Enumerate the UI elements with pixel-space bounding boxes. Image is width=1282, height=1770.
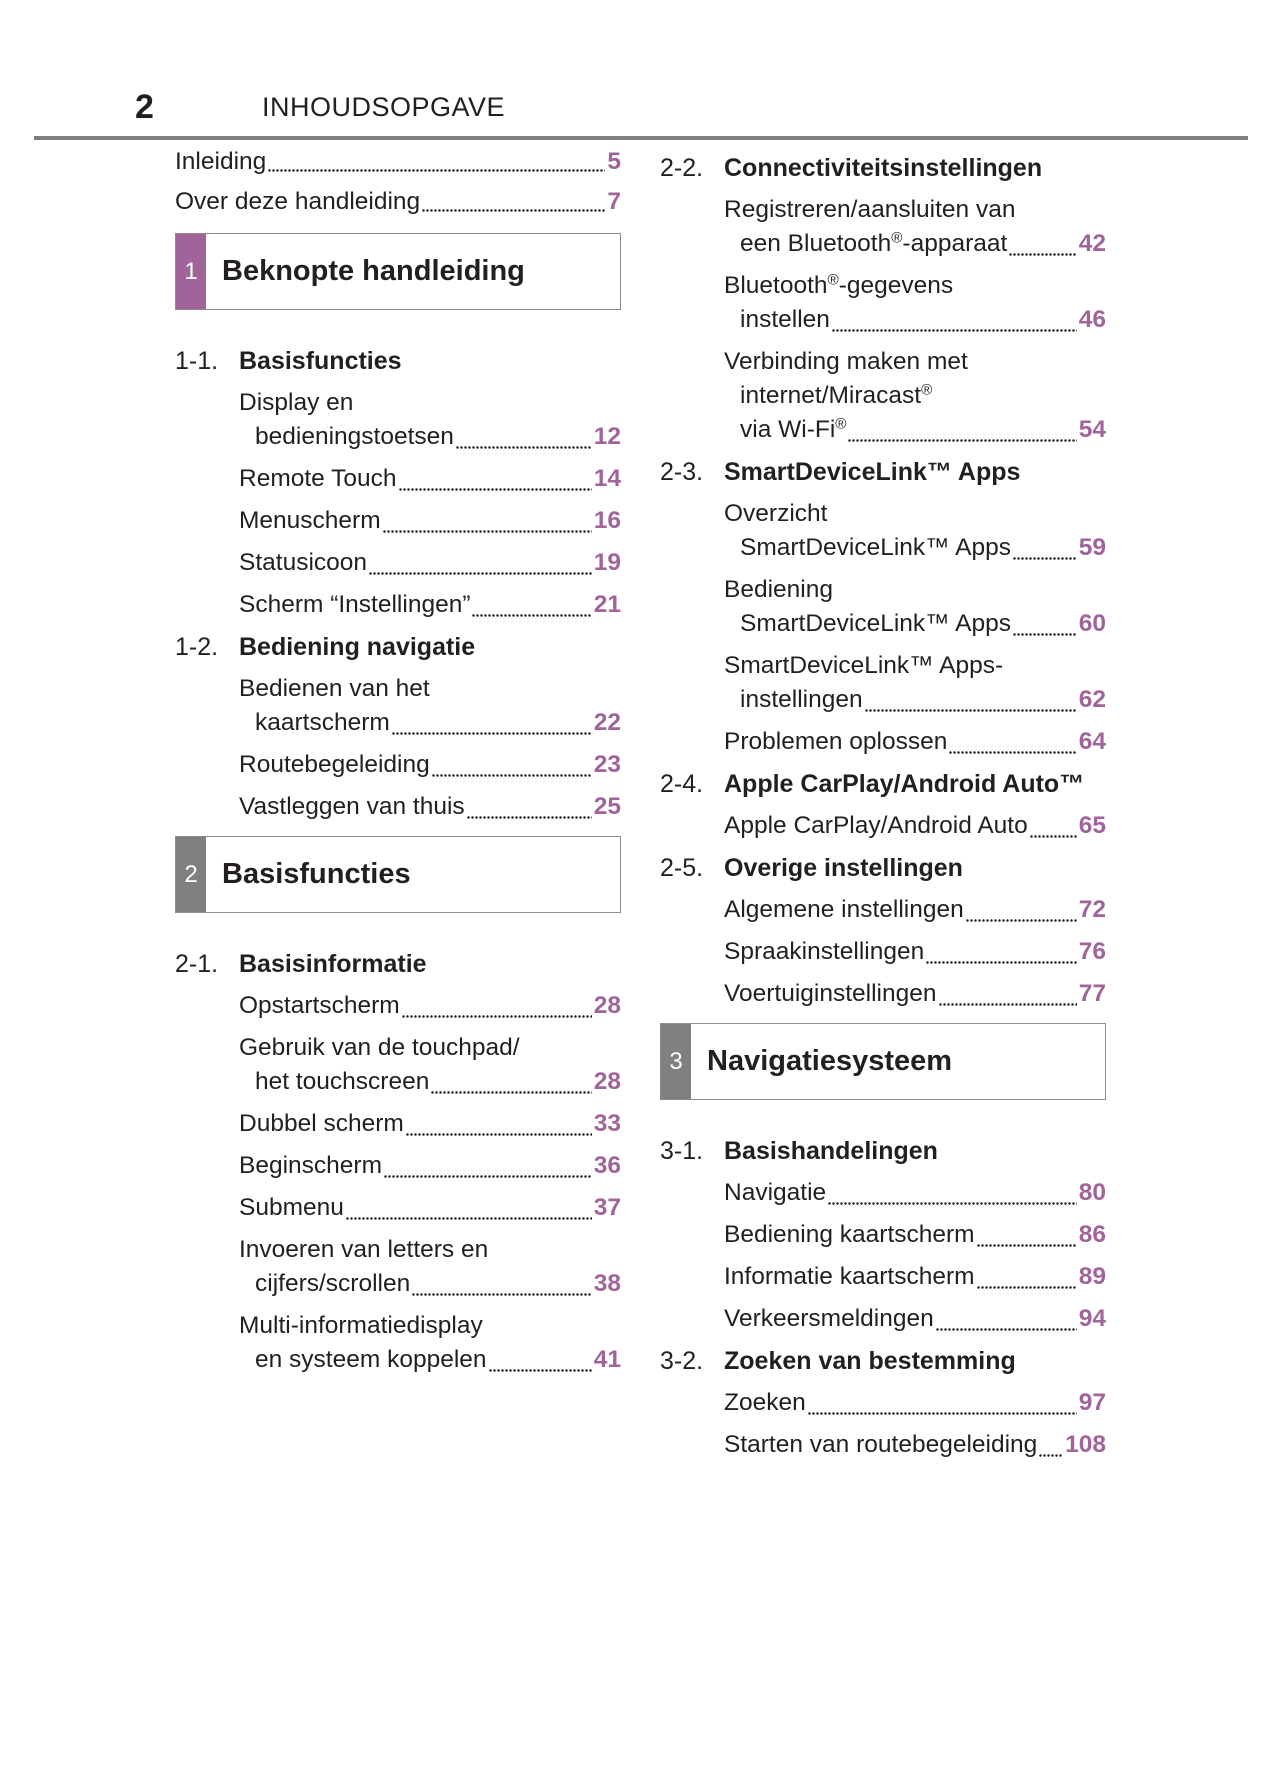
leader-dots	[828, 1176, 1077, 1210]
entry-label: Problemen oplossen	[724, 728, 948, 755]
leader-dots	[489, 1343, 592, 1377]
toc-entry[interactable]	[239, 1107, 621, 1141]
toc-entry[interactable]	[724, 893, 1106, 927]
leader-dots	[422, 185, 605, 219]
entry-label-line2: SmartDeviceLink™ Apps	[740, 534, 1011, 561]
toc-entry[interactable]	[239, 790, 621, 824]
page-ref: 46	[1078, 306, 1106, 333]
page-ref: 76	[1078, 938, 1106, 965]
leader-dots	[1013, 531, 1077, 565]
leader-dots	[848, 413, 1076, 447]
section-title: Basisinformatie	[239, 950, 427, 978]
entry-label: Over deze handleiding	[175, 188, 421, 215]
toc-entry[interactable]	[239, 672, 621, 740]
chapter-2-box[interactable]	[175, 836, 621, 913]
chapter-title: Navigatiesysteem	[707, 1045, 953, 1077]
entry-label: Navigatie	[724, 1179, 827, 1206]
toc-entry[interactable]	[724, 1428, 1106, 1462]
leader-dots	[432, 748, 592, 782]
page-ref: 89	[1078, 1263, 1106, 1290]
entry-label-line2: internet/Miracast	[740, 382, 922, 409]
leader-dots	[966, 893, 1077, 927]
entry-label-line1: Display en	[239, 389, 354, 416]
entry-label: Beginscherm	[239, 1152, 382, 1179]
leader-dots	[384, 1149, 592, 1183]
section-title: Zoeken van bestemming	[724, 1347, 1016, 1375]
leader-dots	[431, 1065, 591, 1099]
toc-entry[interactable]	[724, 725, 1106, 759]
leader-dots	[406, 1107, 592, 1141]
section-title: Basishandelingen	[724, 1137, 938, 1165]
section-heading	[660, 1344, 1106, 1378]
section-number: 3-2.	[660, 1347, 704, 1375]
section-heading	[660, 455, 1106, 489]
entry-label-line2: instellen	[740, 306, 830, 333]
leader-dots	[268, 145, 605, 179]
page-ref: 108	[1065, 1431, 1106, 1458]
leader-dots	[392, 706, 592, 740]
page-ref: 77	[1078, 980, 1106, 1007]
section-number: 3-1.	[660, 1137, 704, 1165]
page-ref: 64	[1078, 728, 1106, 755]
entry-label-line2: kaartscherm	[255, 709, 390, 736]
entry-label-line3: via Wi-Fi	[740, 416, 836, 443]
page-number: 2	[135, 88, 154, 126]
toc-entry[interactable]	[724, 1218, 1106, 1252]
page-ref: 38	[593, 1270, 621, 1297]
entry-label: Verkeersmeldingen	[724, 1305, 934, 1332]
leader-dots	[949, 725, 1076, 759]
page-ref: 41	[593, 1346, 621, 1373]
header-rule	[34, 136, 1248, 140]
section-heading	[660, 151, 1106, 185]
toc-entry[interactable]	[724, 649, 1106, 717]
leader-dots	[939, 977, 1077, 1011]
toc-entry[interactable]	[724, 1176, 1106, 1210]
toc-entry[interactable]	[724, 497, 1106, 565]
toc-right-column	[660, 145, 1106, 1470]
entry-label-line2: instellingen	[740, 686, 863, 713]
entry-label-line1: SmartDeviceLink™ Apps-	[724, 652, 1004, 679]
leader-dots	[472, 588, 591, 622]
toc-left-column	[175, 145, 621, 1385]
entry-label-line1: Bediening	[724, 576, 833, 603]
section-title: Overige instellingen	[724, 854, 963, 882]
chapter-number-tab: 2	[176, 837, 206, 912]
entry-label: Starten van routebegeleiding	[724, 1431, 1038, 1458]
entry-label: Algemene instellingen	[724, 896, 964, 923]
toc-entry[interactable]	[724, 193, 1106, 261]
page-ref: 72	[1078, 896, 1106, 923]
chapter-3-box[interactable]	[660, 1023, 1106, 1100]
page-ref: 16	[593, 507, 621, 534]
toc-entry[interactable]	[239, 386, 621, 454]
leader-dots	[936, 1302, 1077, 1336]
entry-label-line2: een Bluetooth	[740, 230, 892, 257]
section-heading	[175, 630, 621, 664]
toc-entry[interactable]	[239, 748, 621, 782]
toc-entry[interactable]	[239, 504, 621, 538]
page-ref: 23	[593, 751, 621, 778]
entry-label-line2: cijfers/scrollen	[255, 1270, 411, 1297]
page-ref: 62	[1078, 686, 1106, 713]
page-ref: 60	[1078, 610, 1106, 637]
section-number: 2-5.	[660, 854, 704, 882]
chapter-title: Beknopte handleiding	[222, 255, 525, 287]
section-title: Connectiviteitsinstellingen	[724, 154, 1043, 182]
entry-label: Zoeken	[724, 1389, 806, 1416]
leader-dots	[346, 1191, 592, 1225]
page-ref: 80	[1078, 1179, 1106, 1206]
toc-entry[interactable]	[239, 1149, 621, 1183]
entry-label-line2: het touchscreen	[255, 1068, 430, 1095]
entry-label-line2: en systeem koppelen	[255, 1346, 487, 1373]
toc-entry[interactable]	[724, 345, 1106, 447]
leader-dots	[1030, 809, 1077, 843]
leader-dots	[926, 935, 1077, 969]
toc-entry[interactable]	[239, 462, 621, 496]
entry-label: Spraakinstellingen	[724, 938, 925, 965]
page-ref: 97	[1078, 1389, 1106, 1416]
toc-entry[interactable]	[239, 1191, 621, 1225]
registered-mark: ®	[827, 271, 839, 289]
leader-dots	[456, 420, 592, 454]
leader-dots	[808, 1386, 1077, 1420]
section-number: 2-4.	[660, 770, 704, 798]
page-ref: 33	[593, 1110, 621, 1137]
page-ref: 42	[1078, 230, 1106, 257]
entry-label: Menuscherm	[239, 507, 381, 534]
toc-entry[interactable]	[724, 935, 1106, 969]
entry-label-line2: bedieningstoetsen	[255, 423, 454, 450]
registered-mark: ®	[921, 381, 933, 399]
page-ref: 21	[593, 591, 621, 618]
section-heading	[660, 1134, 1106, 1168]
entry-label: Informatie kaartscherm	[724, 1263, 975, 1290]
toc-entry[interactable]	[724, 1260, 1106, 1294]
page-ref: 19	[593, 549, 621, 576]
page-ref: 5	[607, 148, 621, 175]
page-title: INHOUDSOPGAVE	[262, 92, 506, 122]
leader-dots	[402, 989, 592, 1023]
toc-entry[interactable]	[239, 989, 621, 1023]
toc-entry[interactable]	[175, 145, 621, 179]
entry-label: Scherm “Instellingen”	[239, 591, 471, 618]
section-title: Apple CarPlay/Android Auto™	[724, 770, 1085, 798]
section-title: Basisfuncties	[239, 347, 402, 375]
section-number: 1-2.	[175, 633, 219, 661]
toc-entry[interactable]	[239, 546, 621, 580]
entry-label: Voertuiginstellingen	[724, 980, 937, 1007]
entry-label-line1: Bedienen van het	[239, 675, 430, 702]
page-ref: 59	[1078, 534, 1106, 561]
toc-entry[interactable]	[724, 809, 1106, 843]
section-number: 2-2.	[660, 154, 704, 182]
toc-entry[interactable]	[239, 1309, 621, 1377]
toc-entry[interactable]	[239, 588, 621, 622]
entry-label-line1: Bluetooth	[724, 272, 828, 299]
section-heading	[660, 851, 1106, 885]
toc-entry[interactable]	[239, 1233, 621, 1301]
leader-dots	[977, 1260, 1077, 1294]
page-ref: 25	[593, 793, 621, 820]
leader-dots	[1039, 1428, 1063, 1462]
chapter-number-tab: 1	[176, 234, 206, 309]
page-ref: 22	[593, 709, 621, 736]
entry-label-line1: Gebruik van de touchpad/	[239, 1034, 520, 1061]
leader-dots	[832, 303, 1077, 337]
entry-label: Submenu	[239, 1194, 344, 1221]
page-ref: 14	[593, 465, 621, 492]
entry-label-line1: Multi-informatiedisplay	[239, 1312, 483, 1339]
page-ref: 12	[593, 423, 621, 450]
entry-label: Vastleggen van thuis	[239, 793, 465, 820]
page-ref: 86	[1078, 1221, 1106, 1248]
entry-label: Remote Touch	[239, 465, 397, 492]
entry-label-line1: Registreren/aansluiten van	[724, 196, 1016, 223]
toc-entry[interactable]	[175, 185, 621, 219]
entry-label-line2-suffix: -apparaat	[902, 230, 1008, 257]
page-ref: 37	[593, 1194, 621, 1221]
entry-label-line1-suffix: -gegevens	[838, 272, 954, 299]
entry-label: Routebegeleiding	[239, 751, 430, 778]
section-heading	[660, 767, 1106, 801]
toc-entry[interactable]	[724, 1386, 1106, 1420]
entry-label: Apple CarPlay/Android Auto	[724, 812, 1028, 839]
entry-label-line1: Verbinding maken met	[724, 348, 968, 375]
entry-label: Opstartscherm	[239, 992, 400, 1019]
leader-dots	[1013, 607, 1077, 641]
section-title: Bediening navigatie	[239, 633, 476, 661]
chapter-number-tab: 3	[661, 1024, 691, 1099]
leader-dots	[399, 462, 592, 496]
leader-dots	[412, 1267, 592, 1301]
toc-entry[interactable]	[724, 1302, 1106, 1336]
page-ref: 28	[593, 992, 621, 1019]
page-ref: 36	[593, 1152, 621, 1179]
toc-entry[interactable]	[724, 977, 1106, 1011]
entry-label-line1: Invoeren van letters en	[239, 1236, 489, 1263]
leader-dots	[977, 1218, 1077, 1252]
registered-mark: ®	[835, 415, 847, 433]
page-ref: 94	[1078, 1305, 1106, 1332]
section-heading	[175, 344, 621, 378]
page-ref: 7	[607, 188, 621, 215]
toc-entry[interactable]	[724, 573, 1106, 641]
page-ref: 65	[1078, 812, 1106, 839]
entry-label-line2: SmartDeviceLink™ Apps	[740, 610, 1011, 637]
toc-entry[interactable]	[724, 269, 1106, 337]
registered-mark: ®	[891, 229, 903, 247]
page-ref: 28	[593, 1068, 621, 1095]
entry-label-line1: Overzicht	[724, 500, 828, 527]
section-title: SmartDeviceLink™ Apps	[724, 458, 1021, 486]
toc-entry[interactable]	[239, 1031, 621, 1099]
entry-label: Bediening kaartscherm	[724, 1221, 975, 1248]
chapter-1-box[interactable]	[175, 233, 621, 310]
entry-label: Statusicoon	[239, 549, 368, 576]
leader-dots	[865, 683, 1077, 717]
entry-label: Dubbel scherm	[239, 1110, 404, 1137]
entry-label: Inleiding	[175, 148, 267, 175]
leader-dots	[1009, 227, 1076, 261]
leader-dots	[383, 504, 592, 538]
page-ref: 54	[1078, 416, 1106, 443]
section-heading	[175, 947, 621, 981]
section-number: 2-1.	[175, 950, 219, 978]
leader-dots	[369, 546, 592, 580]
leader-dots	[467, 790, 592, 824]
chapter-title: Basisfuncties	[222, 858, 411, 890]
section-number: 1-1.	[175, 347, 219, 375]
section-number: 2-3.	[660, 458, 704, 486]
